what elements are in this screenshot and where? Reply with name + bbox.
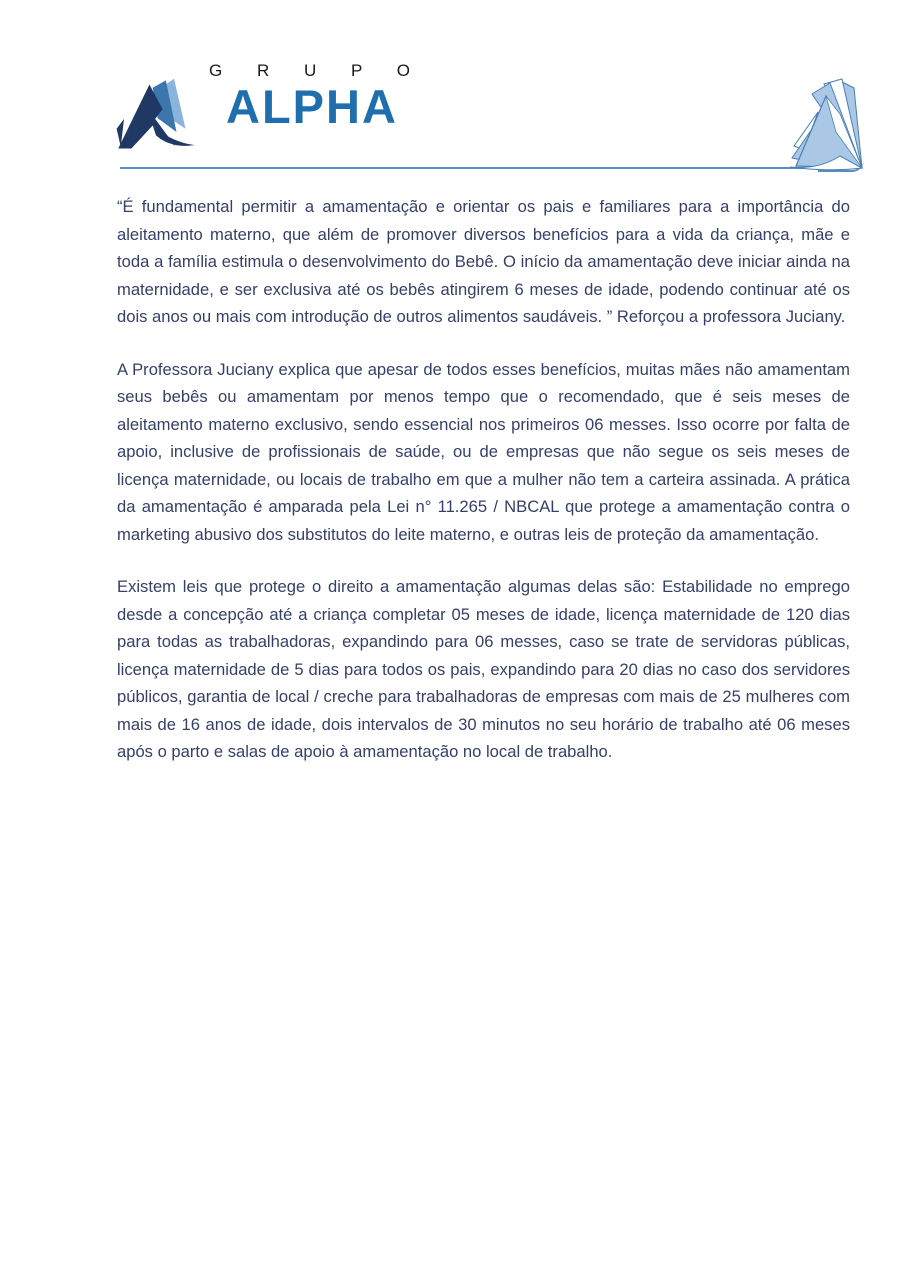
article-body	[117, 193, 850, 791]
logo-text	[199, 58, 425, 131]
grupo-alpha-logo	[115, 58, 425, 154]
logo-group-label: G R U P O	[209, 61, 425, 80]
header-divider-line	[120, 167, 820, 169]
mountain-pages-icon	[115, 74, 197, 154]
fanned-book-icon	[788, 74, 866, 174]
logo-name-label: ALPHA	[226, 80, 398, 133]
paragraph-quote: “É fundamental permitir a amamentação e orientar os pais e familiares para a importância do aleitamento materno, que além de promover diversos benefícios para a vida da criança, mãe e toda a família estimula o desenvolvimento do Bebê. O início da amamentação deve iniciar ainda na maternidade, e ser exclusiva até os bebês atingirem 6 meses de idade, podendo continuar até os dois anos ou mais com introdução de outros alimentos saudáveis. ” Reforçou a professora Juciany.	[117, 197, 850, 326]
paragraph-explanation: A Professora Juciany explica que apesar de todos esses benefícios, muitas mães não amamentam seus bebês ou amamentam por menos tempo que o recomendado, que é seis meses de aleitamento materno exclusivo, sendo essencial nos primeiros 06 messes. Isso ocorre por falta de apoio, inclusive de profissionais de saúde, ou de empresas que não segue os seis meses de licença maternidade, ou locais de trabalho em que a mulher não tem a carteira assinada. A prática da amamentação é amparada pela Lei n° 11.265 / NBCAL que protege a amamentação contra o marketing abusivo dos substitutos do leite materno, e outras leis de proteção da amamentação.	[117, 359, 850, 544]
paragraph-laws: Existem leis que protege o direito a amamentação algumas delas são: Estabilidade no emprego desde a concepção até a criança completar 05 meses de idade, licença maternidade de 120 dias para todas as trabalhadoras, expandindo para 06 messes, caso se trate de servidoras públicas, licença maternidade de 5 dias para todos os pais, expandindo para 20 dias no caso dos servidores públicos, garantia de local / creche para trabalhadoras de empresas com mais de 25 mulheres com mais de 16 anos de idade, dois intervalos de 30 minutos no seu horário de trabalho até 06 meses após o parto e salas de apoio à amamentação no local de trabalho.	[117, 577, 850, 761]
